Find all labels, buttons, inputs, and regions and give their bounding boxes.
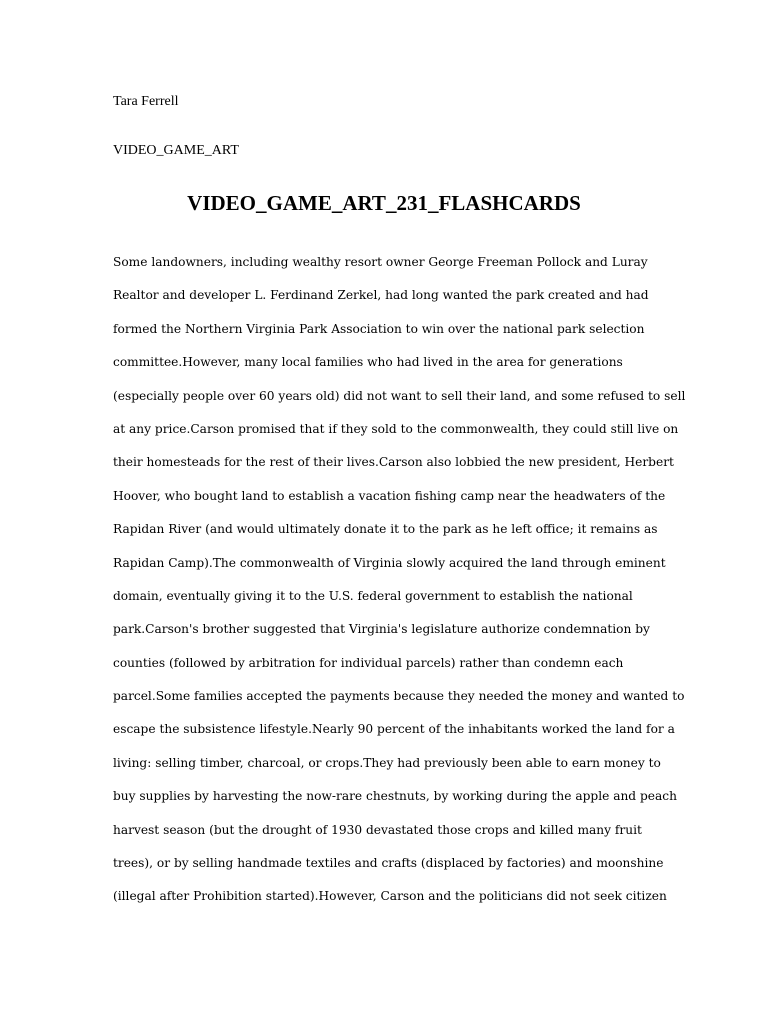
body-line: escape the subsistence lifestyle.Nearly 90 percent of the inhabitants worked the land for a (113, 722, 675, 737)
body-line: parcel.Some families accepted the payments because they needed the money and wanted to (113, 689, 685, 704)
body-line: committee.However, many local families who had lived in the area for generations (113, 355, 623, 370)
body-line: Realtor and developer L. Ferdinand Zerkel, had long wanted the park created and had (113, 288, 649, 303)
body-line: Hoover, who bought land to establish a vacation fishing camp near the headwaters of the (113, 488, 666, 503)
body-line: (illegal after Prohibition started).However, Carson and the politicians did not seek citizen (113, 889, 667, 904)
body-line: buy supplies by harvesting the now-rare chestnuts, by working during the apple and peach (113, 789, 677, 804)
body-line: Rapidan Camp).The commonwealth of Virginia slowly acquired the land through eminent (113, 555, 666, 570)
body-line: domain, eventually giving it to the U.S. federal government to establish the national (113, 588, 633, 603)
body-line: Rapidan River (and would ultimately donate it to the park as he left office; it remains as (113, 522, 658, 537)
body-line: counties (followed by arbitration for individual parcels) rather than condemn each (113, 655, 624, 670)
document-title: VIDEO_GAME_ART_231_FLASHCARDS (187, 191, 581, 215)
body-line: (especially people over 60 years old) did not want to sell their land, and some refused to sell (113, 388, 686, 403)
body-line: trees), or by selling handmade textiles and crafts (displaced by factories) and moonshine (113, 856, 664, 871)
body-line: living: selling timber, charcoal, or crops.They had previously been able to earn money to (113, 755, 661, 770)
course-name: VIDEO_GAME_ART (113, 143, 239, 158)
body-line: harvest season (but the drought of 1930 devastated those crops and killed many fruit (113, 822, 642, 837)
body-line: formed the Northern Virginia Park Association to win over the national park selection (113, 321, 645, 336)
body-paragraph (113, 252, 686, 920)
body-line: park.Carson's brother suggested that Virginia's legislature authorize condemnation by (113, 622, 650, 637)
author-name: Tara Ferrell (113, 94, 179, 109)
body-line: their homesteads for the rest of their lives.Carson also lobbied the new president, Herbert (113, 455, 674, 470)
body-line: at any price.Carson promised that if they sold to the commonwealth, they could still live on (113, 421, 679, 436)
body-line: Some landowners, including wealthy resort owner George Freeman Pollock and Luray (113, 255, 648, 269)
